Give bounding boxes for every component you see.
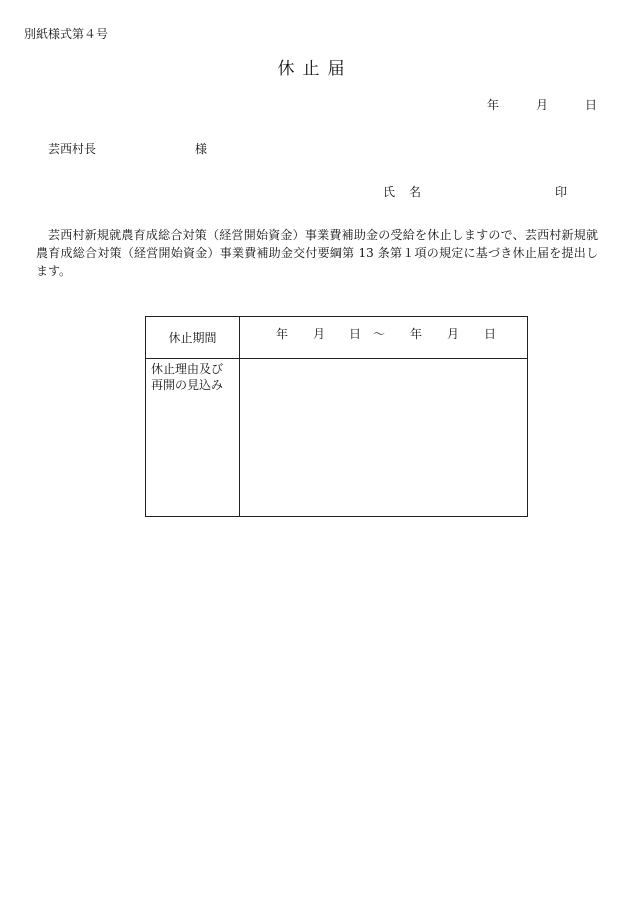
period-start-day: 日 [349,327,362,341]
addressee-honorific: 様 [195,142,208,156]
body-paragraph: 芸西村新規就農育成総合対策（経営開始資金）事業費補助金の受給を休止しますので、芸西村新規就農育成総合対策（経営開始資金）事業費補助金交付要綱第 13 条第１項の規定に基づき休止届を提出します。 [36,228,598,278]
period-end-month: 月 [447,327,460,341]
date-day-label: 日 [585,98,598,112]
applicant-name-label-first: 氏 [383,185,396,199]
period-start-year: 年 [276,327,289,341]
period-end-year: 年 [410,327,423,341]
suspension-reason-label: 休止理由及び再開の見込み [151,362,224,392]
suspension-period-label: 休止期間 [168,331,217,345]
date-month-label: 月 [536,98,549,112]
applicant-name-label [383,183,421,200]
page-title: 休止届 [277,59,353,79]
date-year-label: 年 [487,98,500,112]
suspension-table [145,316,528,517]
period-separator: ～ [373,327,386,341]
applicant-name-label-second: 名 [409,185,422,199]
suspension-reason-field[interactable] [246,363,516,503]
table-row-divider [146,358,527,359]
addressee-name: 芸西村長 [48,142,97,156]
table-column-divider [239,317,240,516]
period-start-month: 月 [313,327,326,341]
period-end-day: 日 [484,327,497,341]
seal-label: 印 [555,185,568,199]
form-number: 別紙様式第４号 [24,27,109,41]
